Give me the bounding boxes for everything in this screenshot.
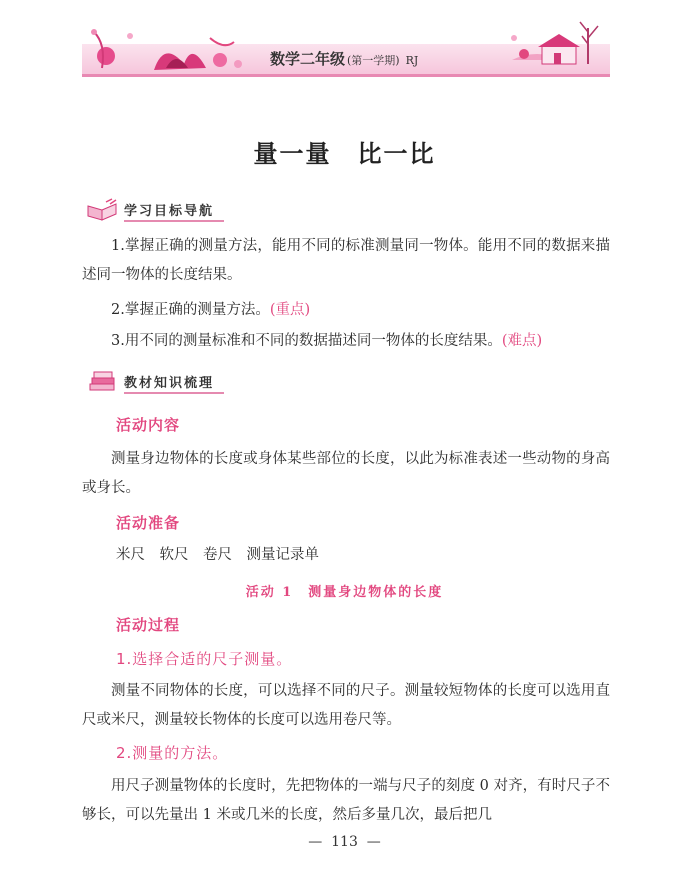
flower-decoration-icon [84, 20, 254, 76]
difficult-point-tag: (难点) [501, 333, 543, 349]
activity-prep-tools: 米尺 软尺 卷尺 测量记录单 [116, 547, 319, 563]
section-goals-label: 学习目标导航 [124, 200, 224, 222]
goal-item-1: 1.掌握正确的测量方法，能用不同的标准测量同一物体。能用不同的数据来描述同一物体的长度结果。 [82, 238, 610, 283]
section-goals-header [86, 196, 224, 222]
header-book-title: 数学二年级 (第一学期) RJ [270, 50, 419, 68]
step-2-text: 用尺子测量物体的长度时，先把物体的一端与尺子的刻度 0 对齐，有时尺子不够长，可以先量出 1 米或几米的长度，然后多量几次，最后把几 [82, 778, 610, 823]
activity-process-heading: 活动过程 [116, 616, 181, 634]
key-point-tag: (重点) [269, 302, 311, 318]
section-knowledge-label: 教材知识梳理 [124, 372, 224, 394]
goal-item-3: 3.用不同的测量标准和不同的数据描述同一物体的长度结果。(难点) [111, 333, 543, 349]
step-2-heading: 2.测量的方法。 [116, 744, 229, 762]
activity-content-heading: 活动内容 [116, 416, 181, 434]
page-header [82, 14, 610, 74]
page-number: — 113 — [308, 834, 381, 850]
goal-item-2: 2.掌握正确的测量方法。(重点) [111, 302, 311, 318]
house-decoration-icon [502, 14, 608, 76]
page-title: 量一量 比一比 [253, 139, 436, 168]
open-book-icon [86, 198, 120, 222]
activity-content-text: 测量身边物体的长度或身体某些部位的长度，以此为标准表述一些动物的身高或身长。 [82, 451, 610, 496]
step-1-heading: 1.选择合适的尺子测量。 [116, 650, 293, 668]
step-1-text: 测量不同物体的长度，可以选择不同的尺子。测量较短物体的长度可以选用直尺或米尺，测量较长物体的长度可以选用卷尺等。 [82, 683, 610, 728]
activity-prep-heading: 活动准备 [116, 514, 181, 532]
activity-1-title: 活动 1 测量身边物体的长度 [245, 585, 444, 600]
section-knowledge-header [86, 368, 224, 394]
book-stack-icon [86, 370, 120, 394]
